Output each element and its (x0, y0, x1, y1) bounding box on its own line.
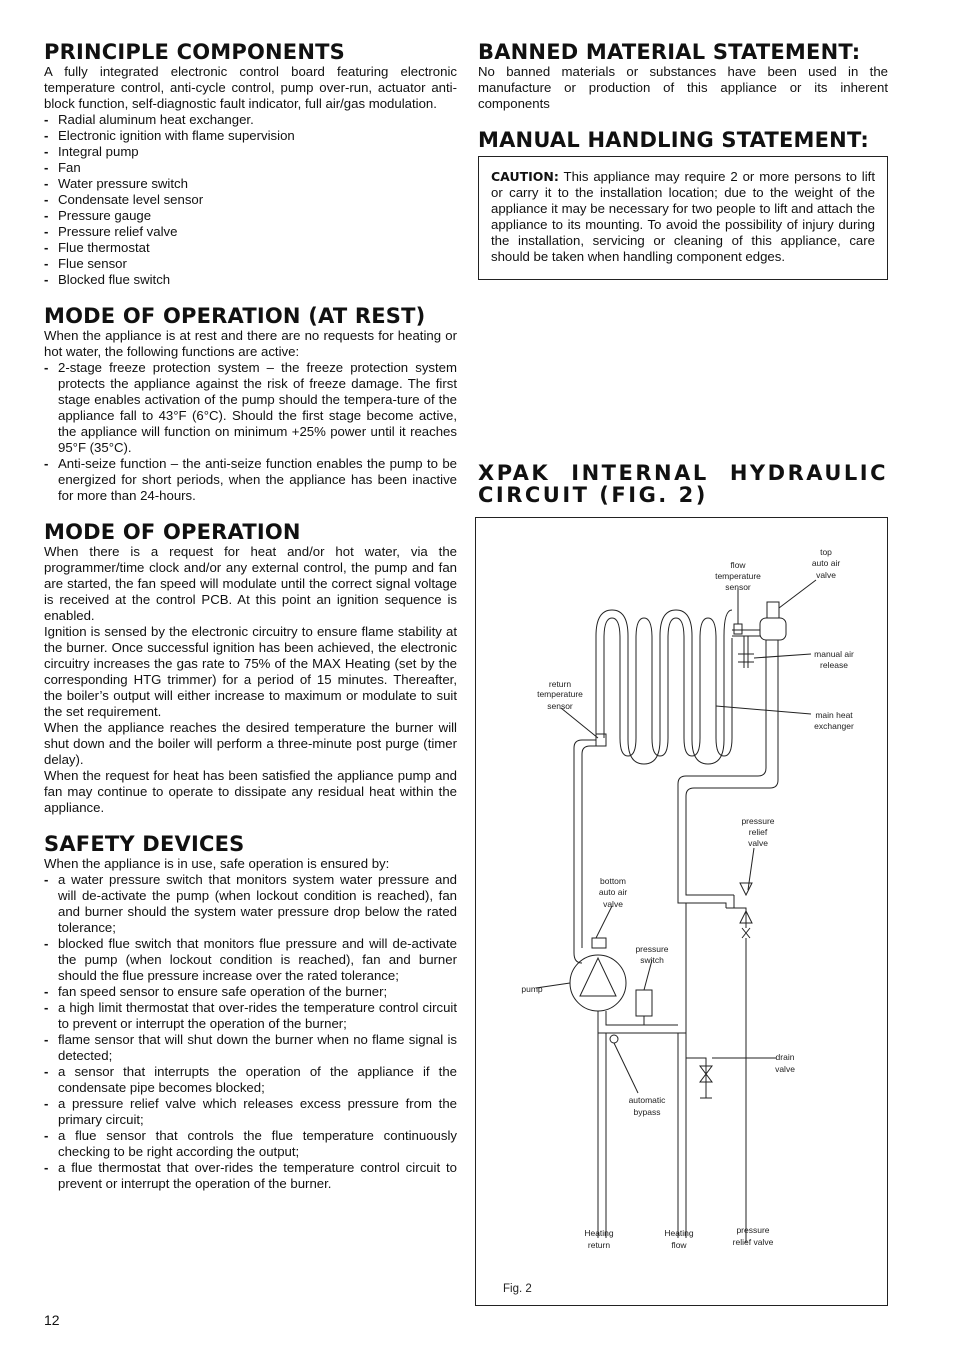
list-item: - a flue sensor that controls the flue temperature continuously checking to be right according the output; (44, 1128, 457, 1160)
bottom-auto-air-valve (592, 938, 606, 948)
list-item: - Condensate level sensor (44, 192, 457, 208)
operation-paragraph: Ignition is sensed by the electronic circuitry to ensure flame stability at the burner. Once successful ignition has been achieved, the electronic circuitry increases the gas rate to 75% of the MAX Heating (set by the corresponding HTG trimmer) for a period of 15 minutes. Thereafter, the boiler’s output will either increase to maximum or modulate to suit the set requirement. (44, 624, 457, 719)
mode-of-operation-section (44, 520, 457, 816)
safety-devices-heading: SAFETY DEVICES (44, 832, 245, 856)
principle-components-intro: A fully integrated electronic control board featuring electronic temperature control, anti-cycle control, pump over-run, actuator anti-block function, self-diagnostic fault indicator, full air/gas modulation. (44, 64, 457, 111)
heating-return-pipe (598, 1033, 606, 1238)
safety-devices-intro: When the appliance is in use, safe operation is ensured by: (44, 856, 390, 871)
manual-handling-heading: MANUAL HANDLING STATEMENT: (478, 128, 869, 152)
label-main-heat-exchanger: main heat exchanger (814, 710, 854, 731)
xpak-section-heading (478, 462, 888, 506)
label-heating-flow: Heating flow (664, 1228, 694, 1250)
list-item: - fan speed sensor to ensure safe operation of the burner; (44, 984, 457, 1000)
caution-paragraph (491, 169, 875, 265)
operation-paragraph: When the request for heat has been satisfied the appliance pump and fan may continue to operate to dissipate any residual heat within the appliance. (44, 768, 457, 815)
list-item: - a sensor that interrupts the operation of the appliance if the condensate pipe becomes blocked; (44, 1064, 457, 1096)
caution-text: This appliance may require 2 or more persons to lift or carry it to the installation location; due to the weight of the appliance it may be necessary for two people to lift and attach the appliance to its mounting. To avoid the possibility of injury during the installation, servicing or cleaning of this appliance, care should be taken when handling component edges. (491, 169, 875, 264)
list-item: - blocked flue switch that monitors flue pressure and will de-activate the pump (when lockout condition is reached), fan and burner should the flue pressure increase over the rated tolerance; (44, 936, 457, 984)
list-item: - Electronic ignition with flame supervision (44, 128, 457, 144)
pressure-switch (636, 990, 652, 1016)
label-pressure-relief-outlet: pressure relief valve (732, 1225, 774, 1247)
list-item: - a pressure relief valve which releases excess pressure from the primary circuit; (44, 1096, 457, 1128)
list-item: - Flue thermostat (44, 240, 457, 256)
list-item: - a high limit thermostat that over-rides the temperature control circuit to prevent or interrupt the operation of the burner; (44, 1000, 457, 1032)
label-drain-valve: drain valve (775, 1052, 795, 1074)
automatic-bypass (610, 1035, 618, 1043)
safety-devices-section (44, 832, 457, 1192)
label-top-auto-air-valve: top auto air valve (811, 547, 841, 580)
label-manual-air-release: manual air release (814, 649, 854, 670)
list-item: - Radial aluminum heat exchanger. (44, 112, 457, 128)
label-return-temperature-sensor: return temperature sensor (537, 679, 583, 711)
xpak-heading-line2: CIRCUIT (FIG. 2) (478, 483, 708, 507)
safety-devices-list (44, 872, 457, 1192)
principle-components-heading: PRINCIPLE COMPONENTS (44, 40, 345, 64)
heat-exchanger-coil (596, 610, 732, 764)
hydraulic-circuit-figure (475, 517, 888, 1306)
list-item: - Flue sensor (44, 256, 457, 272)
manual-air-release-valve (738, 654, 754, 662)
page-number: 12 (44, 1312, 60, 1328)
mode-at-rest-list (44, 360, 457, 504)
banned-material-text: No banned materials or substances have been used in the manufacture or production of this appliance or its inherent components (478, 64, 888, 111)
pump (570, 955, 626, 1011)
principle-components-section (44, 40, 457, 288)
operation-paragraph: When the appliance reaches the desired temperature the burner will shut down and the boiler will perform a three-minute post purge (timer delay). (44, 720, 457, 767)
list-item: - Pressure relief valve (44, 224, 457, 240)
list-item: - flame sensor that will shut down the burner when no flame signal is detected; (44, 1032, 457, 1064)
principle-components-list (44, 112, 457, 288)
mode-at-rest-section (44, 304, 457, 504)
label-automatic-bypass: automatic bypass (628, 1095, 666, 1117)
list-item: - Blocked flue switch (44, 272, 457, 288)
label-pressure-relief-valve: pressure relief valve (741, 816, 775, 848)
label-pump: pump (521, 984, 543, 994)
label-pressure-switch: pressure switch (635, 944, 669, 965)
manual-handling-section (478, 128, 888, 280)
xpak-heading-line1: XPAK INTERNAL HYDRAULIC (478, 461, 888, 485)
label-heating-return: Heating return (584, 1228, 614, 1250)
label-bottom-auto-air-valve: bottom auto air valve (598, 876, 628, 909)
flow-temperature-sensor (734, 624, 742, 634)
list-item: - Pressure gauge (44, 208, 457, 224)
list-item: - 2-stage freeze protection system – the freeze protection system protects the appliance against the risk of freeze damage. The first stage enables activation of the pump should the tempera-ture of the appliance fall to 43°F (6°C). Should the first stage become active, the appliance will function on minimum +25% power until it reaches 95°F (35°C). (44, 360, 457, 456)
mode-at-rest-intro: When the appliance is at rest and there are no requests for heating or hot water, the following functions are active: (44, 328, 457, 359)
right-column (478, 40, 888, 296)
hydraulic-circuit-diagram (476, 518, 889, 1307)
banned-material-heading: BANNED MATERIAL STATEMENT: (478, 40, 861, 64)
caution-label: CAUTION: (491, 169, 559, 184)
mode-at-rest-heading: MODE OF OPERATION (AT REST) (44, 304, 426, 328)
top-auto-air-valve-cap (767, 602, 779, 618)
list-item: - a water pressure switch that monitors system water pressure and will de-activate the pump (when lockout condition is reached), fan and burner should the system water pressure drop below the rated tolerance; (44, 872, 457, 936)
list-item: - Fan (44, 160, 457, 176)
list-item: - Water pressure switch (44, 176, 457, 192)
top-auto-air-valve-body (760, 618, 786, 640)
list-item: - Integral pump (44, 144, 457, 160)
banned-material-section (478, 40, 888, 112)
operation-paragraph: When there is a request for heat and/or hot water, via the programmer/time clock and/or any external control, the pump and fan are started, the fan speed will modulate until the correct signal voltage is received at the control PCB. At this point an ignition sequence is enabled. (44, 544, 457, 623)
heating-flow-pipe (678, 1033, 686, 1238)
list-item: - Anti-seize function – the anti-seize function enables the pump to be energized for short periods, when the appliance has been inactive for more than 24-hours. (44, 456, 457, 504)
caution-box (478, 156, 888, 280)
list-item: - a flue thermostat that over-rides the temperature control circuit to prevent or interrupt the operation of the burner. (44, 1160, 457, 1192)
mode-of-operation-heading: MODE OF OPERATION (44, 520, 301, 544)
left-column (44, 40, 457, 1208)
figure-caption: Fig. 2 (503, 1283, 532, 1295)
label-flow-temperature-sensor: flow temperature sensor (715, 560, 761, 592)
